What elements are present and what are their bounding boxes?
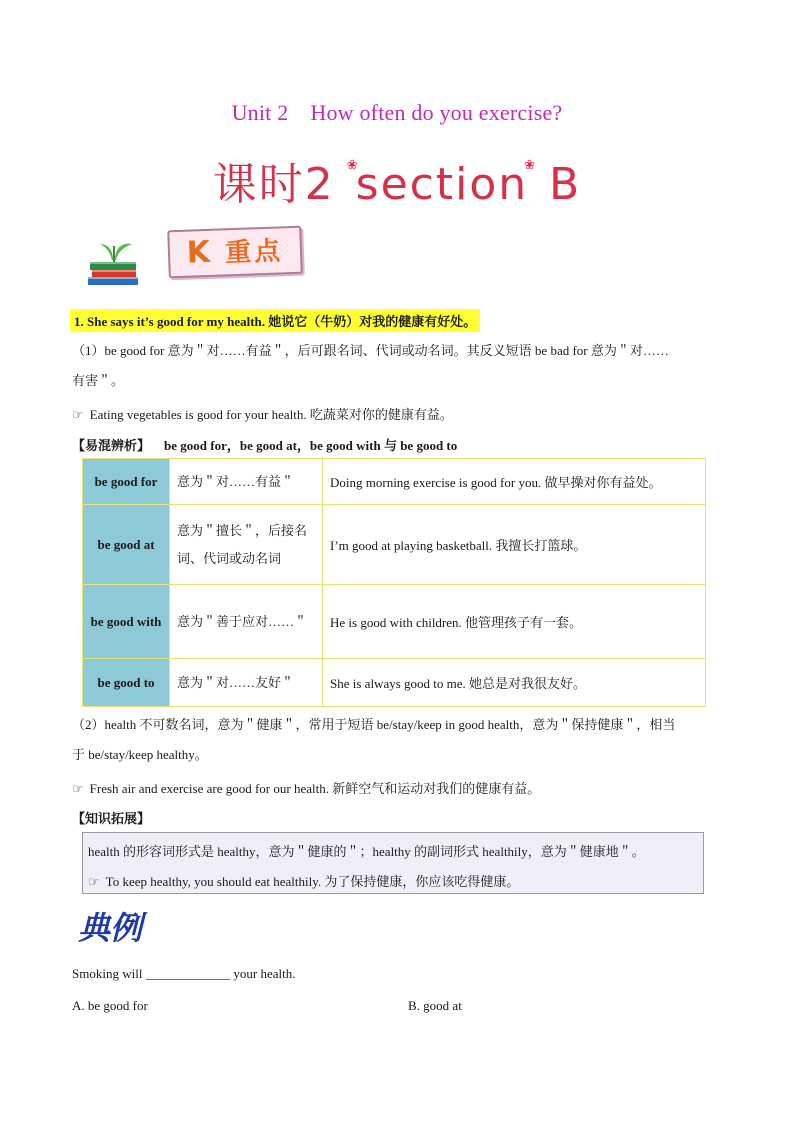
lesson-prefix: 课时2 xyxy=(212,159,335,210)
pointing-hand-icon: ☞ xyxy=(72,782,84,797)
lesson-letter: B xyxy=(549,159,582,210)
exercise-question: Smoking will _____________ your health. xyxy=(72,966,296,981)
table-row xyxy=(83,659,706,707)
table-term-cell: be good to xyxy=(83,659,170,707)
unit-question: How often do you exercise? xyxy=(310,100,563,125)
table-meaning-cell: 意为＂擅长＂，后接名词、代词或动名词 xyxy=(170,505,323,585)
example-1-text: Eating vegetables is good for your health. 吃蔬菜对你的健康有益。 xyxy=(89,407,453,422)
extension-line-2 xyxy=(88,871,519,890)
extension-example-text: To keep healthy, you should eat healthily. 为了保持健康，你应该吃得健康。 xyxy=(105,874,520,889)
badge-label: 重点 xyxy=(224,236,284,269)
table-meaning-cell: 意为＂善于应对……＂ xyxy=(170,585,323,659)
example-label-text: 典例 xyxy=(78,909,143,947)
paragraph-1-line-2: 有害＂。 xyxy=(72,373,125,388)
confusion-label: 【易混辨析】 xyxy=(72,438,151,453)
table-term-cell: be good with xyxy=(83,585,170,659)
pointing-hand-icon: ☞ xyxy=(72,408,84,423)
example-label-icon xyxy=(76,905,152,952)
example-sentence-2 xyxy=(72,778,540,797)
extension-line-1: health 的形容词形式是 healthy，意为＂健康的＂；healthy 的副词形式 healthily，意为＂健康地＂。 xyxy=(88,844,645,859)
table-row xyxy=(83,459,706,505)
books-sprout-icon xyxy=(86,232,142,288)
table-term-cell: be good for xyxy=(83,459,170,505)
flower-decoration-icon: ❀ xyxy=(524,158,538,173)
confusion-text: be good for，be good at，be good with 与 be good to xyxy=(164,438,458,453)
point-heading: 1. She says it’s good for my health. 她说它（牛奶）对我的健康有好处。 xyxy=(70,309,480,332)
lesson-title xyxy=(0,148,794,212)
comparison-table xyxy=(82,458,706,707)
lesson-section: section xyxy=(355,159,529,210)
option-a[interactable]: A. be good for xyxy=(72,998,148,1013)
table-example-cell: She is always good to me. 她总是对我很友好。 xyxy=(323,659,706,707)
example-2-text: Fresh air and exercise are good for our health. 新鲜空气和运动对我们的健康有益。 xyxy=(89,781,541,796)
table-meaning-cell: 意为＂对……友好＂ xyxy=(170,659,323,707)
table-example-cell: Doing morning exercise is good for you. 做早操对你有益处。 xyxy=(323,459,706,505)
paragraph-2-line-1: （2）health 不可数名词，意为＂健康＂，常用于短语 be/stay/keep in good health，意为＂保持健康＂，相当 xyxy=(72,717,676,732)
option-b[interactable]: B. good at xyxy=(408,998,462,1013)
badge-letter: K xyxy=(186,234,214,271)
pointing-hand-icon: ☞ xyxy=(88,875,100,890)
confusion-heading xyxy=(72,435,457,454)
extension-label: 【知识拓展】 xyxy=(72,811,151,826)
unit-title xyxy=(0,100,794,126)
table-example-cell: He is good with children. 他管理孩子有一套。 xyxy=(323,585,706,659)
key-points-badge xyxy=(167,226,303,279)
table-row xyxy=(83,585,706,659)
paragraph-1-line-1: （1）be good for 意为＂对……有益＂，后可跟名词、代词或动名词。其反义短语 be bad for 意为＂对…… xyxy=(72,343,669,358)
example-sentence-1 xyxy=(72,404,453,423)
table-term-cell: be good at xyxy=(83,505,170,585)
table-meaning-cell: 意为＂对……有益＂ xyxy=(170,459,323,505)
table-row xyxy=(83,505,706,585)
table-example-cell: I’m good at playing basketball. 我擅长打篮球。 xyxy=(323,505,706,585)
paragraph-2-line-2: 于 be/stay/keep healthy。 xyxy=(72,747,208,762)
unit-number: Unit 2 xyxy=(231,100,289,125)
flower-decoration-icon: ❀ xyxy=(346,158,360,173)
